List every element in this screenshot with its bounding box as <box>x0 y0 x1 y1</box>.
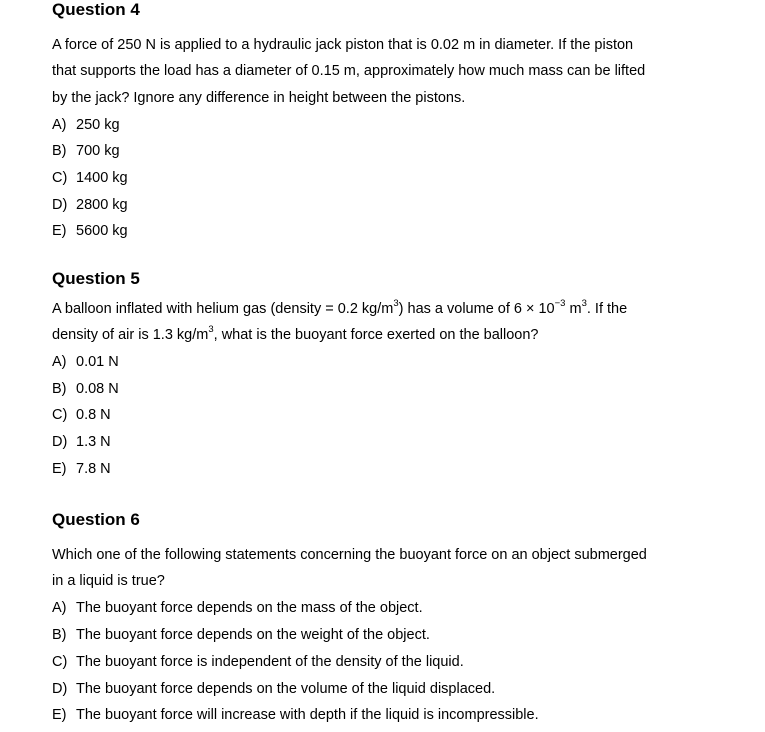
option-text: 250 kg <box>76 117 120 133</box>
question-6-option-a <box>52 599 423 617</box>
question-5-option-c <box>52 406 111 424</box>
option-text: 0.8 N <box>76 407 111 423</box>
option-letter: E) <box>52 223 67 239</box>
stem-text: density of air is 1.3 kg/m <box>52 327 209 343</box>
option-text: The buoyant force depends on the mass of the object. <box>76 600 423 616</box>
question-5-option-e <box>52 460 111 478</box>
question-6-option-c <box>52 653 464 671</box>
option-text: 0.01 N <box>76 354 119 370</box>
option-letter: B) <box>52 381 67 397</box>
question-4-stem-line-1: A force of 250 N is applied to a hydraulic jack piston that is 0.02 m in diameter. If the piston <box>52 37 634 53</box>
option-text: The buoyant force will increase with depth if the liquid is incompressible. <box>76 707 539 723</box>
question-6-option-e <box>52 706 539 724</box>
question-4-stem-line-2: that supports the load has a diameter of 0.15 m, approximately how much mass can be lifted <box>52 63 646 79</box>
option-letter: C) <box>52 407 68 423</box>
question-4-title: Question 4 <box>52 0 140 19</box>
option-letter: D) <box>52 434 68 450</box>
option-letter: A) <box>52 600 67 616</box>
question-5-option-d <box>52 433 111 451</box>
option-letter: A) <box>52 354 67 370</box>
question-6-title: Question 6 <box>52 510 140 529</box>
question-6-option-b <box>52 626 430 644</box>
option-text: 1400 kg <box>76 170 128 186</box>
option-text: The buoyant force is independent of the density of the liquid. <box>76 654 464 670</box>
question-5-stem-line-1 <box>52 300 627 318</box>
option-text: 0.08 N <box>76 381 119 397</box>
question-4-option-e <box>52 222 128 240</box>
superscript: −3 <box>554 298 566 310</box>
superscript: 3 <box>581 298 587 310</box>
option-text: The buoyant force depends on the volume of the liquid displaced. <box>76 681 496 697</box>
stem-text: , what is the buoyant force exerted on the balloon? <box>213 327 539 343</box>
option-text: The buoyant force depends on the weight of the object. <box>76 627 430 643</box>
question-4-option-a <box>52 116 120 134</box>
stem-text: ) has a volume of 6 × 10 <box>398 301 555 317</box>
question-6-stem-line-1: Which one of the following statements concerning the buoyant force on an object submerged <box>52 547 647 563</box>
question-5-option-b <box>52 380 119 398</box>
option-letter: E) <box>52 461 67 477</box>
option-text: 5600 kg <box>76 223 128 239</box>
stem-text: A balloon inflated with helium gas (density = 0.2 kg/m <box>52 301 394 317</box>
option-text: 1.3 N <box>76 434 111 450</box>
stem-text: . If the <box>586 301 628 317</box>
question-4-option-c <box>52 169 128 187</box>
question-6-stem-line-2: in a liquid is true? <box>52 573 165 589</box>
option-text: 7.8 N <box>76 461 111 477</box>
question-6-option-d <box>52 680 495 698</box>
option-letter: C) <box>52 654 68 670</box>
question-4-option-d <box>52 196 128 214</box>
question-4-option-b <box>52 142 120 160</box>
option-text: 2800 kg <box>76 197 128 213</box>
option-letter: A) <box>52 117 67 133</box>
option-letter: E) <box>52 707 67 723</box>
question-4-stem-line-3: by the jack? Ignore any difference in height between the pistons. <box>52 90 466 106</box>
option-letter: B) <box>52 627 67 643</box>
question-5-option-a <box>52 353 119 371</box>
option-letter: D) <box>52 197 68 213</box>
question-5-title: Question 5 <box>52 269 140 288</box>
question-5-stem-line-2 <box>52 326 539 344</box>
superscript: 3 <box>208 324 214 336</box>
option-text: 700 kg <box>76 143 120 159</box>
superscript: 3 <box>393 298 399 310</box>
option-letter: C) <box>52 170 68 186</box>
stem-text: m <box>565 301 582 317</box>
option-letter: B) <box>52 143 67 159</box>
option-letter: D) <box>52 681 68 697</box>
